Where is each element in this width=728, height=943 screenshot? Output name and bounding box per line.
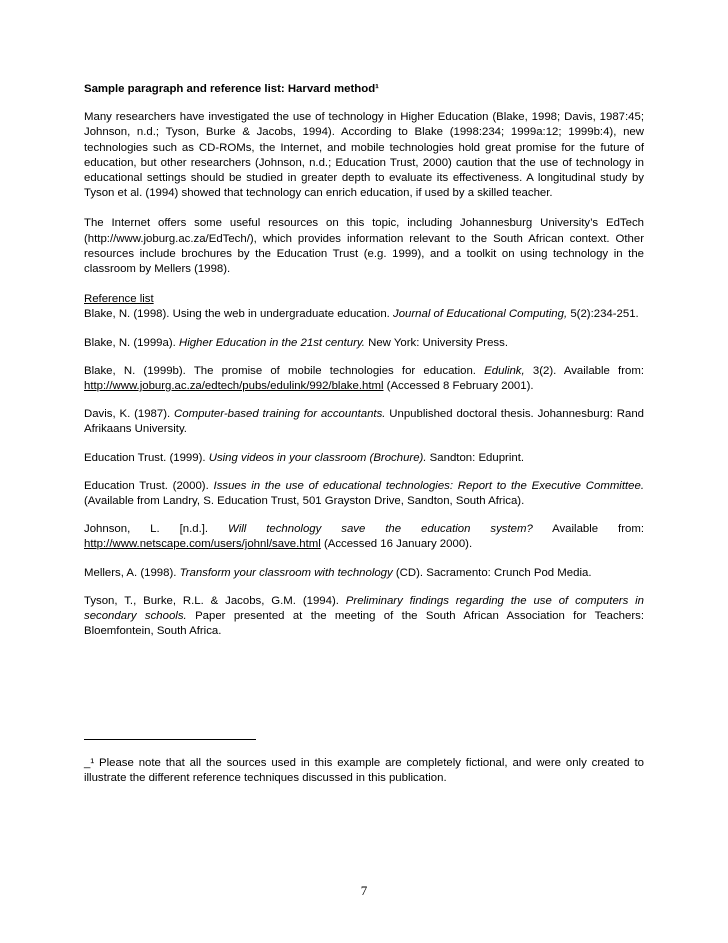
reference-title: Preliminary findings regarding the use of computers in secondary schools. (84, 594, 645, 623)
reference-blake-1999b (84, 364, 644, 394)
reference-mellers-1998 (84, 566, 644, 581)
reference-title: Transform your classroom with technology (179, 566, 393, 579)
reference-blake-1998 (84, 307, 644, 322)
reference-tyson-1994 (84, 594, 644, 640)
reference-text: Davis, K. (1987). (84, 408, 175, 421)
reference-text: Blake, N. (1999a). (84, 336, 179, 349)
reference-education-trust-2000 (84, 479, 644, 509)
reference-text: (CD). Sacramento: Crunch Pod Media. (392, 566, 592, 579)
reference-text: (Accessed 8 February 2001). (383, 380, 534, 393)
page-number: 7 (360, 883, 368, 898)
section-heading: Sample paragraph and reference list: Harvard method¹ (84, 83, 379, 95)
reference-text: Unpublished doctoral thesis. Johannesburg: Rand Afrikaans University. (84, 408, 644, 436)
reference-text: (Available from Landry, S. Education Trust, 501 Grayston Drive, Sandton, South Africa). (84, 495, 525, 508)
reference-text: Johnson, L. [n.d.]. (84, 523, 229, 536)
reference-line (84, 522, 644, 537)
reference-title: Higher Education in the 21st century. (178, 336, 365, 349)
reference-title: Journal of Educational Computing, (393, 308, 568, 321)
reference-text: Education Trust. (1999). (84, 451, 209, 464)
paragraph-1: Many researchers have investigated the use of technology in Higher Education (Blake, 1998; Davis, 1987:45; Johnson, n.d.; Tyson, Burke & Jacobs, 1994). According to Blake (1998:234; 1999a:12; 1999b:4), new technologies such as CD-ROMs, the Internet, and mobile technologies hold great promise for the future of education, but other researchers (Johnson, n.d.; Education Trust, 2000) caution that the use of technology in educational settings should be studied in greater depth to evaluate its effectiveness. A longitudinal study by Tyson et al. (1994) showed that technology can enrich education, if used by a skilled teacher. (84, 111, 644, 200)
reference-text: Available from: (532, 523, 644, 536)
reference-text: Paper presented at the meeting of the South African Association for Teachers: Bloemfontein, South Africa. (84, 610, 644, 638)
reference-title: Will technology save the education system? (228, 523, 533, 536)
reference-education-trust-1999 (84, 451, 644, 466)
reference-title: Edulink, (484, 364, 525, 377)
reference-title: Computer-based training for accountants. (174, 408, 386, 421)
reference-text: Education Trust. (2000). (84, 479, 214, 492)
reference-text: 3(2). Available from: (524, 364, 644, 377)
footnote: _¹ Please note that all the sources used in this example are completely fictional, and were only created to illustrate the different reference techniques discussed in this publication. (84, 757, 644, 785)
reference-text: 5(2):234-251. (567, 308, 639, 321)
paragraph-2: The Internet offers some useful resources on this topic, including Johannesburg University’s EdTech (http://www.joburg.ac.za/EdTech/), which provides information relevant to the South African context. Other resources include brochures by the Education Trust (e.g. 1999), and a toolkit on using technology in the classroom by Mellers (1998). (84, 217, 644, 276)
reference-list-title: Reference list (84, 293, 154, 306)
reference-text: (Accessed 16 January 2000). (320, 538, 473, 551)
document-body (84, 82, 644, 652)
reference-title: Using videos in your classroom (Brochure). (208, 451, 427, 464)
reference-davis-1987 (84, 407, 644, 437)
footnote-separator (84, 739, 256, 740)
reference-text: Blake, N. (1998). Using the web in undergraduate education. (84, 308, 394, 321)
reference-text: Mellers, A. (1998). (84, 566, 180, 579)
reference-title: Issues in the use of educational technologies: Report to the Executive Committee. (213, 479, 645, 492)
reference-url-link[interactable]: http://www.netscape.com/users/johnl/save.html (84, 538, 321, 551)
reference-text: Tyson, T., Burke, R.L. & Jacobs, G.M. (1994). (84, 594, 346, 607)
reference-url-link[interactable]: http://www.joburg.ac.za/edtech/pubs/edulink/992/blake.html (84, 380, 384, 393)
reference-text: Sandton: Eduprint. (426, 451, 525, 464)
reference-johnson (84, 522, 644, 552)
reference-text: Blake, N. (1999b). The promise of mobile technologies for education. (84, 364, 485, 377)
reference-blake-1999a (84, 336, 644, 351)
reference-text: New York: University Press. (364, 336, 508, 349)
